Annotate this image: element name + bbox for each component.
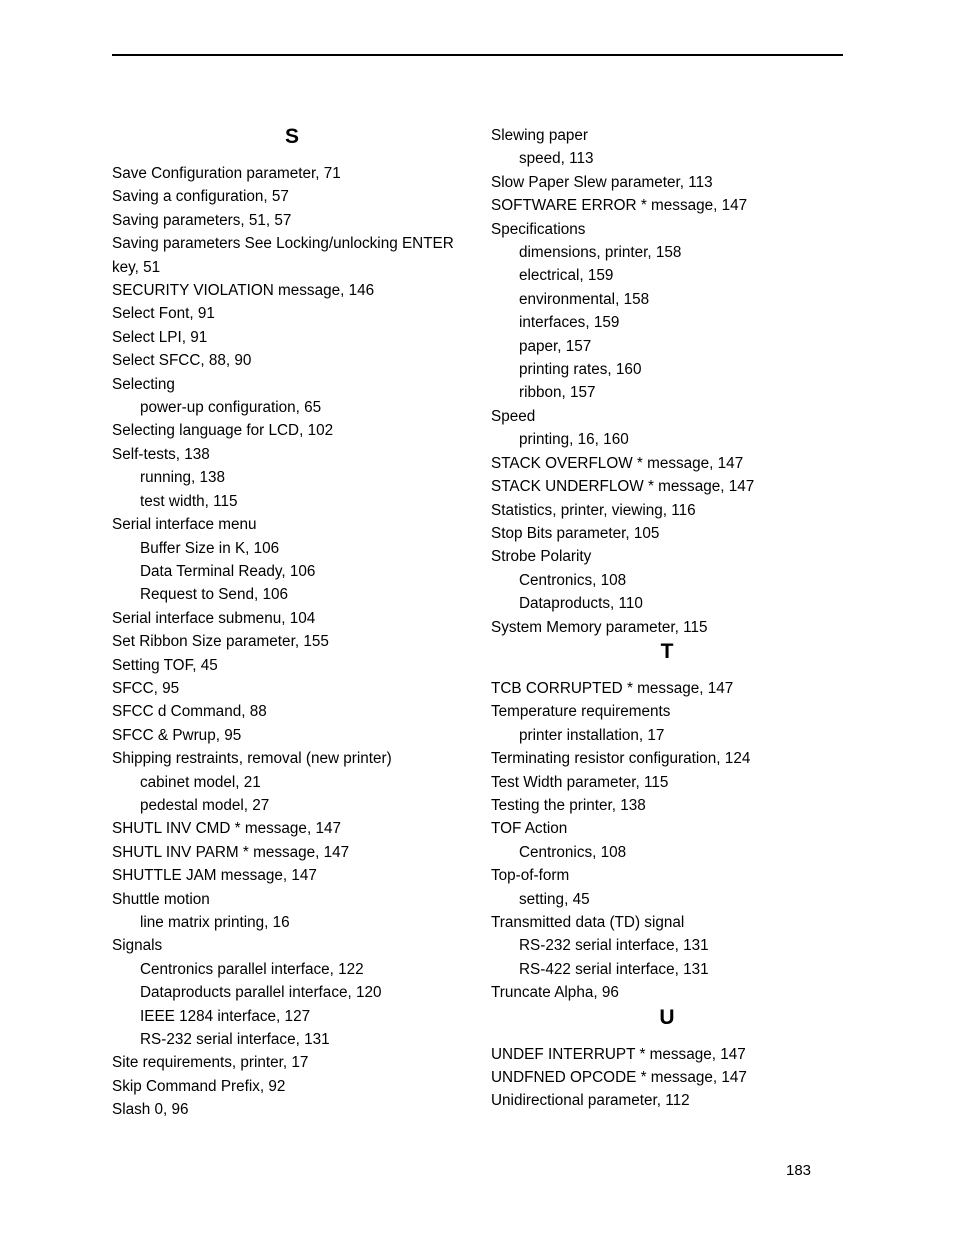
index-entry: Signals [112, 937, 163, 955]
index-subentry: Data Terminal Ready, 106 [140, 562, 316, 580]
index-entry: SHUTL INV CMD * message, 147 [112, 820, 341, 838]
index-entry: Site requirements, printer, 17 [112, 1054, 309, 1072]
index-subentry: environmental, 158 [519, 290, 650, 308]
index-entry: Unidirectional parameter, 112 [491, 1092, 690, 1110]
index-entry: Selecting language for LCD, 102 [112, 422, 334, 440]
index-entry: Slash 0, 96 [112, 1101, 189, 1119]
index-entry: SOFTWARE ERROR * message, 147 [491, 197, 748, 215]
index-entry: Self-tests, 138 [112, 445, 210, 463]
index-subentry: IEEE 1284 interface, 127 [140, 1007, 311, 1025]
index-entry: Serial interface submenu, 104 [112, 609, 316, 627]
index-entry: TOF Action [491, 820, 568, 838]
index-subentry: printing rates, 160 [519, 361, 642, 379]
index-entry: Serial interface menu [112, 516, 257, 534]
index-entry: Skip Command Prefix, 92 [112, 1077, 286, 1095]
index-subentry: speed, 113 [519, 150, 594, 168]
index-entry: Saving a configuration, 57 [112, 188, 289, 206]
index-subentry: RS-232 serial interface, 131 [519, 937, 709, 955]
index-entry: STACK UNDERFLOW * message, 147 [491, 478, 755, 496]
index-entry: SHUTL INV PARM * message, 147 [112, 843, 350, 861]
index-subentry: interfaces, 159 [519, 314, 620, 332]
index-entry: Saving parameters See Locking/unlocking ENTER key, 51 [112, 235, 454, 276]
index-subentry: RS-422 serial interface, 131 [519, 960, 709, 978]
index-entry: Testing the printer, 138 [491, 796, 646, 814]
index-entry: SFCC & Pwrup, 95 [112, 726, 242, 744]
index-subentry: power-up configuration, 65 [140, 399, 322, 417]
index-entry: Select Font, 91 [112, 305, 215, 323]
index-entry: Shipping restraints, removal (new printer) [112, 750, 392, 768]
index-entry: Strobe Polarity [491, 548, 592, 566]
index-entry: Temperature requirements [491, 703, 671, 721]
index-entry: SFCC d Command, 88 [112, 703, 267, 721]
index-entry: Saving parameters, 51, 57 [112, 211, 292, 229]
index-column-left [112, 124, 472, 1122]
index-subentry: Request to Send, 106 [140, 586, 288, 604]
index-entry: TCB CORRUPTED * message, 147 [491, 679, 734, 697]
index-entry: SECURITY VIOLATION message, 146 [112, 282, 375, 300]
index-subentry: dimensions, printer, 158 [519, 244, 682, 262]
index-subentry: test width, 115 [140, 492, 238, 510]
index-entry: Select SFCC, 88, 90 [112, 352, 252, 370]
index-subentry: pedestal model, 27 [140, 796, 270, 814]
index-subentry: Buffer Size in K, 106 [140, 539, 280, 557]
index-subentry: Dataproducts parallel interface, 120 [140, 984, 382, 1002]
index-entry: Slewing paper [491, 127, 588, 144]
index-entry: Stop Bits parameter, 105 [491, 524, 660, 542]
index-entry: Select LPI, 91 [112, 328, 208, 346]
index-subentry: cabinet model, 21 [140, 773, 261, 791]
index-subentry: ribbon, 157 [519, 384, 596, 402]
index-subentry: Centronics, 108 [519, 843, 627, 861]
index-entry: SHUTTLE JAM message, 147 [112, 867, 317, 885]
index-subentry: paper, 157 [519, 337, 592, 355]
index-entry: Test Width parameter, 115 [491, 773, 669, 791]
index-entry: Save Configuration parameter, 71 [112, 165, 341, 182]
page-number: 183 [786, 1162, 812, 1179]
index-subentry: Dataproducts, 110 [519, 595, 643, 613]
index-subentry: Centronics, 108 [519, 571, 627, 589]
index-entry: Shuttle motion [112, 890, 210, 908]
index-entry: Statistics, printer, viewing, 116 [491, 501, 696, 519]
index-entry: STACK OVERFLOW * message, 147 [491, 454, 744, 472]
index-entry: UNDFNED OPCODE * message, 147 [491, 1069, 747, 1087]
section-letter-u: U [659, 1005, 675, 1029]
index-subentry: running, 138 [140, 469, 226, 487]
index-subentry: electrical, 159 [519, 267, 614, 285]
index-entry: Slow Paper Slew parameter, 113 [491, 173, 713, 191]
index-entry: Selecting [112, 375, 175, 393]
index-subentry: printing, 16, 160 [519, 431, 629, 449]
index-subentry: RS-232 serial interface, 131 [140, 1031, 330, 1049]
index-entry: Setting TOF, 45 [112, 656, 218, 674]
section-letter-s: S [284, 125, 299, 148]
index-subentry: Centronics parallel interface, 122 [140, 960, 364, 978]
index-subentry: line matrix printing, 16 [140, 914, 290, 931]
index-entry: UNDEF INTERRUPT * message, 147 [491, 1045, 746, 1063]
index-entry: Transmitted data (TD) signal [491, 914, 685, 931]
index-entry: System Memory parameter, 115 [491, 618, 708, 636]
index-entry: Speed [491, 407, 536, 425]
index-entry: Set Ribbon Size parameter, 155 [112, 633, 329, 651]
index-column-right [491, 124, 843, 1113]
index-entry: Truncate Alpha, 96 [491, 984, 619, 1002]
index-entry: SFCC, 95 [112, 679, 180, 697]
header-rule [112, 54, 843, 56]
index-entry: Terminating resistor configuration, 124 [491, 750, 751, 768]
index-subentry: setting, 45 [519, 890, 590, 908]
index-entry: Specifications [491, 220, 586, 238]
index-entry: Top-of-form [491, 867, 570, 885]
section-letter-t: T [660, 639, 674, 663]
index-subentry: printer installation, 17 [519, 726, 665, 744]
